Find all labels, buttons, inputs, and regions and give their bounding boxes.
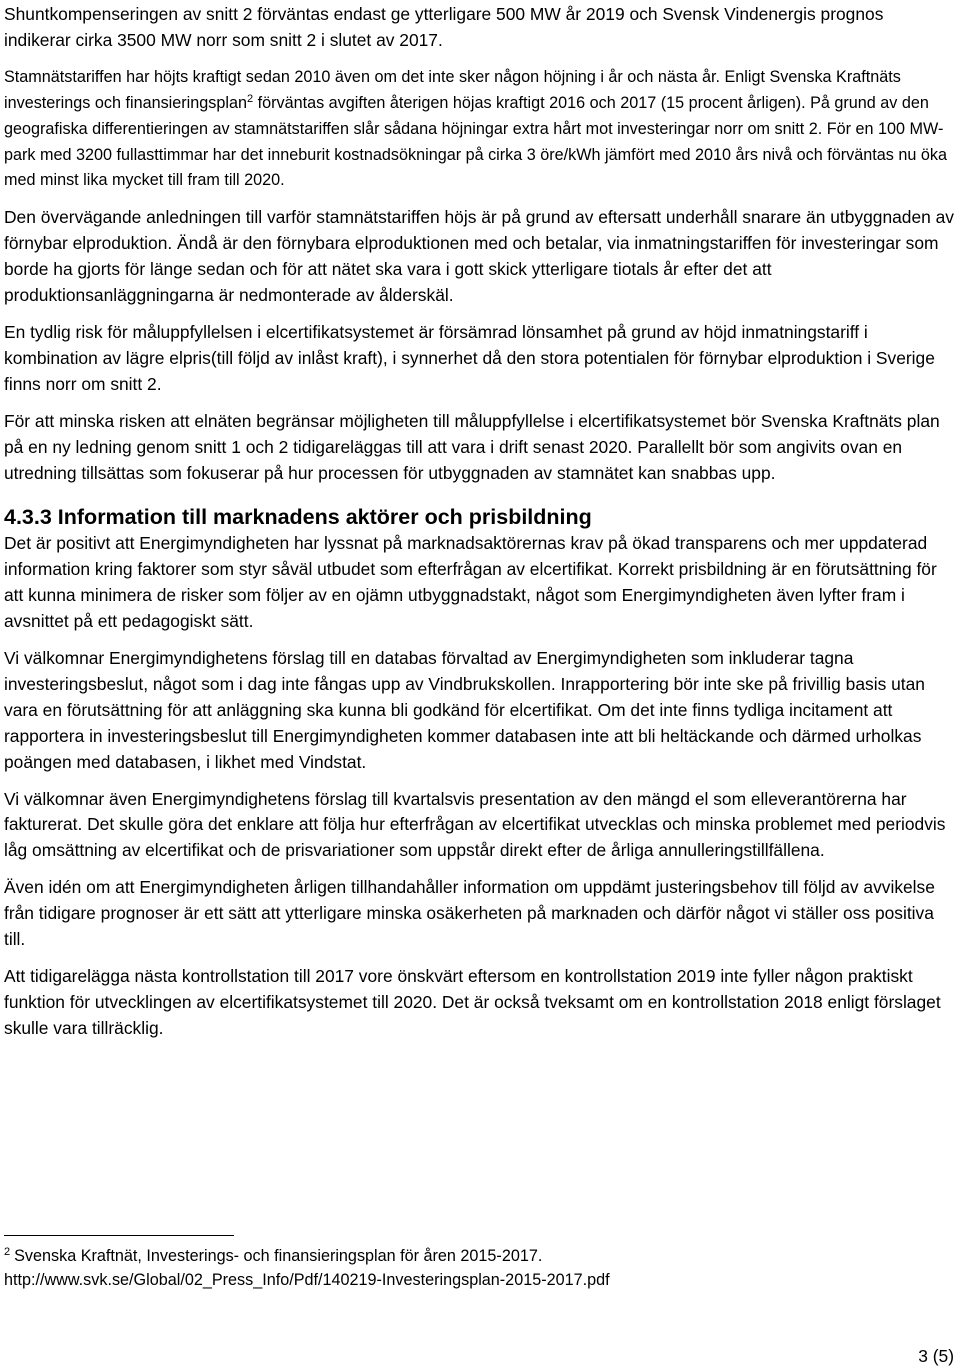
section-paragraph-transparency: Det är positivt att Energimyndigheten har lyssnat på marknadsaktörernas krav på ökad transparens och mer uppdaterad information kring faktorer som styr såväl utbudet som efterfrågan av elcertifikat. Korrekt prisbildning är en förutsättning för att kunna minimera de risker som följer av en ojämn utbyggnadstakt, något som Energimyndigheten även lyfter fram i avsnittet på ett pedagogiskt sätt. bbox=[4, 533, 937, 632]
footnote-url[interactable]: http://www.svk.se/Global/02_Press_Info/Pdf/140219-Investeringsplan-2015-2017.pdf bbox=[4, 1271, 610, 1289]
section-heading: 4.3.3 Information till marknadens aktörer och prisbildning bbox=[4, 505, 592, 530]
footnote-text: Svenska Kraftnät, Investerings- och finansieringsplan för åren 2015-2017. bbox=[14, 1247, 543, 1265]
paragraph-shunt-compensation: Shuntkompenseringen av snitt 2 förväntas endast ge ytterligare 500 MW år 2019 och Svensk Vindenergis prognos indikerar cirka 3500 MW norr som snitt 2 i slutet av 2017. bbox=[4, 4, 884, 50]
document-page bbox=[4, 2, 954, 1053]
paragraph-grid-tariff-text-before: Stamnätstariffen har höjts kraftigt sedan 2010 även om det inte sker någon höjning i år och nästa år. Enligt Svenska Kraftnäts investerings och finansieringsplan bbox=[4, 67, 901, 112]
paragraph-grid-tariff-text-after: förväntas avgiften återigen höjas kraftigt 2016 och 2017 (15 procent årligen). På grund av den geografiska differentieringen av stamnätstariffen slår sådana höjningar extra hårt mot investeringar norr om snitt 2. För en 100 MW-park med 3200 fullasttimmar har det inneburit kostnadsökningar på cirka 3 öre/kWh jämfört med 2010 års nivå och förväntas nu öka med minst lika mycket till fram till 2020. bbox=[4, 93, 947, 190]
page-number: 3 (5) bbox=[918, 1346, 954, 1366]
section-paragraph-control-station: Att tidigarelägga nästa kontrollstation till 2017 vore önskvärt eftersom en kontrollstation 2019 inte fyller någon praktiskt funktion för utvecklingen av elcertifikatsystemet till 2020. Det är också tveksamt om en kontrollstation 2018 enligt förslaget skulle vara tillräcklig. bbox=[4, 966, 941, 1038]
section-paragraph-database: Vi välkomnar Energimyndighetens förslag till en databas förvaltad av Energimyndigheten som inkluderar tagna investeringsbeslut, något som i dag inte fångas upp av Vindbrukskollen. Inrapportering bör inte ske på frivillig basis utan vara en förutsättning för att anläggning ska kunna bli godkänd för elcertifikat. Om det inte finns tydliga incitament att rapportera in investeringsbeslut till Energimyndigheten kommer databasen inte att bli heltäckande och därmed urholkas poängen med databasen, i likhet med Vindstat. bbox=[4, 648, 925, 772]
footnote-reference[interactable]: 2 bbox=[246, 92, 254, 105]
section-paragraph-adjustment: Även idén om att Energimyndigheten årligen tillhandahåller information om uppdämt justeringsbehov till följd av avvikelse från tidigare prognoser är ett sätt att ytterligare minska osäkerheten på marknaden och därför något vi ställer oss positiva till. bbox=[4, 877, 935, 950]
paragraph-grid-tariff bbox=[4, 65, 954, 195]
footnote bbox=[4, 1244, 954, 1268]
paragraph-risk: En tydlig risk för måluppfyllelsen i elcertifikatsystemet är försämrad lönsamhet på grund av höjd inmatningstariff i kombination av lägre elpris(till följd av inlåst kraft), i synnerhet då den stora potentialen för förnybar elproduktion i Sverige finns norr om snitt 2. bbox=[4, 321, 935, 394]
section-paragraph-quarterly: Vi välkomnar även Energimyndighetens förslag till kvartalsvis presentation av den mängd el som elleverantörerna har fakturerat. Det skulle göra det enklare att följa hur efterfrågan av elcertifikat utvecklas och minska problemet med periodvis låg omsättning av elcertifikat och de prisvariationer som uppstår direkt efter de årliga annulleringstillfällena. bbox=[4, 788, 946, 861]
paragraph-maintenance-reason: Den övervägande anledningen till varför stamnätstariffen höjs är på grund av eftersatt underhåll snarare än utbyggnaden av förnybar elproduktion. Ändå är den förnybara elproduktionen med och betalar, via inmatningstariffen för investeringar som borde ha gjorts för länge sedan och för att nätet ska vara i gott skick ytterligare tiotals år efter det att produktionsanläggningarna är nedmonterade av ålderskäl. bbox=[4, 207, 955, 306]
paragraph-recommendation: För att minska risken att elnäten begränsar möjligheten till måluppfyllelse i elcertifikatsystemet bör Svenska Kraftnäts plan på en ny ledning genom snitt 1 och 2 tidigareläggas till att vara i drift senast 2020. Parallellt bör som angivits ovan en utredning tillsättas som fokuserar på hur processen för utbyggnaden av stamnätet kan snabbas upp. bbox=[4, 410, 940, 483]
footnote-number: 2 bbox=[4, 1246, 11, 1258]
footnote-area bbox=[4, 1235, 954, 1292]
footnote-divider bbox=[4, 1235, 234, 1236]
